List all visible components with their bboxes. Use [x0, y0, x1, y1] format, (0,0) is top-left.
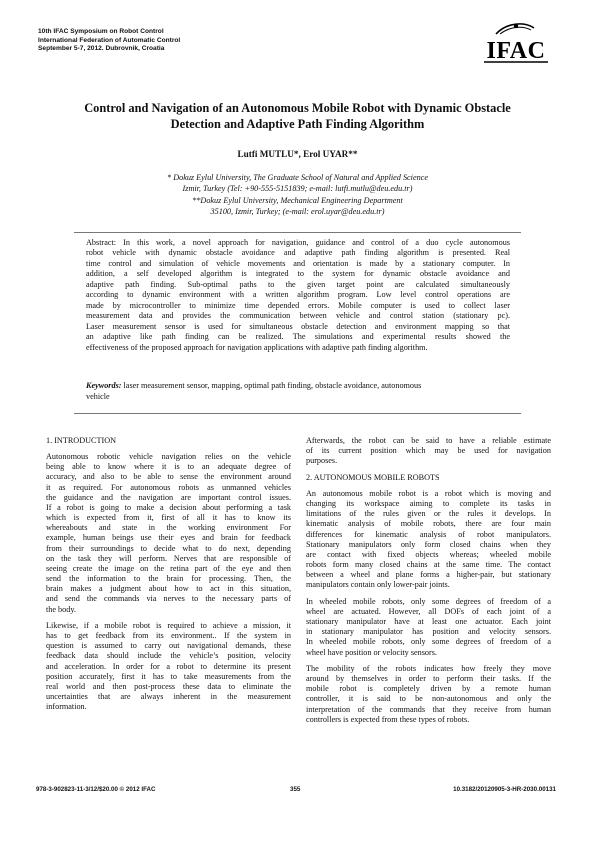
text-line: robots form many closed chains at the same time. The contact [306, 560, 551, 570]
paragraph [306, 489, 551, 591]
text-line: send the information to the brain for processing. Then, the [46, 574, 291, 584]
text-line: controllers is expected from these types of robots. [306, 714, 470, 724]
abstract-bottom-rule [74, 413, 521, 414]
text-line: The mobility of the robots indicates how freely they move [306, 664, 551, 674]
text-line: Afterwards, the robot can be said to have a reliable estimate [306, 436, 551, 445]
text-line: around by themselves in order to perform their tasks. If the [306, 674, 551, 684]
text-line: which is expected from it, first of all it has to know its [46, 513, 291, 523]
text-line: on the task they will perform. Nerves that are responsible of [46, 553, 291, 563]
paper-title [30, 100, 565, 132]
paper-title-line: Control and Navigation of an Autonomous Mobile Robot with Dynamic Obstacle [84, 101, 511, 115]
text-line: Stationary manipulators only form closed chains when they [306, 539, 551, 549]
keywords [86, 381, 510, 402]
footer-doi: 10.3182/20120905-3-HR-2030.00131 [453, 786, 556, 793]
affiliation-line: Izmir, Turkey (Tel: +90-555-5151839; e-mail: lutfi.mutlu@deu.edu.tr) [182, 184, 413, 194]
text-line: mobile robot is completely driven by a remote human [306, 684, 551, 694]
text-line: being able to know where it is to an adequate degree of [46, 462, 291, 472]
abstract-line: made by microcontroller to minimize time depended errors. Mobile computer is used to collect laser [86, 300, 510, 310]
text-line: has to get feedback from its environment.. If the system in [46, 631, 291, 641]
paragraph [306, 664, 551, 725]
ifac-logo-text: IFAC [486, 38, 546, 64]
text-line: controller, it is said to be non-autonomous and only the [306, 694, 551, 704]
footer-isbn: 978-3-902823-11-3/12/$20.00 © 2012 IFAC [36, 786, 156, 793]
paper-title-line: Detection and Adaptive Path Finding Algorithm [170, 117, 425, 131]
text-line: In wheeled mobile robots, only some degrees of freedom of a [306, 637, 551, 647]
abstract-line: Abstract: In this work, a novel approach for navigation, guidance and control of a duo cycle autonomous [86, 238, 510, 247]
text-line: changing its workspace aiming to complete its tasks in [306, 499, 551, 509]
affiliation-line: 35100, Izmir, Turkey; (e-mail: erol.uyar@deu.edu.tr) [210, 206, 385, 216]
conference-header-line: International Federation of Automatic Control [38, 36, 181, 44]
paragraph [306, 436, 551, 466]
text-line: An autonomous mobile robot is a robot which is moving and [306, 488, 551, 498]
keywords-text: laser measurement sensor, mapping, optimal path finding, obstacle avoidance, autonomous [121, 381, 422, 390]
abstract-line: effectiveness of the proposed approach for navigation applications with adaptive path finding algorithm. [86, 342, 428, 352]
text-line: and acceleration. In order for a robot to determine its present [46, 661, 291, 671]
text-line: interpretation of the commands that they receive from human [306, 704, 551, 714]
section-heading-autonomous-mobile-robots: 2. AUTONOMOUS MOBILE ROBOTS [306, 472, 440, 482]
section-heading-introduction: 1. INTRODUCTION [46, 436, 117, 445]
text-line: question is assumed to carry out navigational demands, these [46, 641, 291, 651]
paragraph [46, 452, 291, 615]
text-line: between a wheel and plane forms a higher-pair, but stationary [306, 570, 551, 580]
text-line: kinematic analysis of mobile robots, there are four main [306, 519, 551, 529]
abstract-top-rule [74, 232, 521, 233]
author-affiliations [30, 172, 565, 217]
abstract-line: according to dynamic environment with a written algorithm program. Low level control operations are [86, 290, 510, 300]
text-line: the body. [46, 604, 76, 614]
text-line: wheel have position or velocity sensors. [306, 647, 437, 657]
text-line: position accurately, first it has to take measurements from the [46, 671, 291, 681]
text-line: and send the commands via nerves to the necessary parts of [46, 594, 291, 604]
keywords-line [86, 381, 510, 392]
text-line: are contact with fixed objects whereas; wheeled mobile [306, 549, 551, 559]
left-column [46, 436, 291, 719]
conference-header [38, 28, 338, 54]
text-line: Likewise, if a mobile robot is required to achieve a mission, it [46, 620, 291, 630]
ifac-logo [476, 20, 556, 66]
abstract-line: adaptive path finding. Sub-optimal paths to the given target point are calculated simultaneously [86, 279, 510, 289]
conference-header-line: September 5-7, 2012. Dubrovnik, Croatia [38, 45, 165, 53]
text-line: information. [46, 702, 87, 712]
text-line: accuracy, and also to be able to sense the environment around [46, 472, 291, 482]
text-line: differences for kinematic analysis of robot manipulators. [306, 529, 551, 539]
abstract-line: addition, a self developed algorithm is integrated to the system for dynamic obstacle avoidance and [86, 269, 510, 279]
text-line: If a robot is going to make a decision about performing a task [46, 502, 291, 512]
text-line: example, human beings use their eyes and brain for feedback [46, 533, 291, 543]
page-footer [36, 786, 556, 796]
abstract-line: measurement data and provides the communication between vehicle and control station (stationary pc). [86, 311, 510, 321]
abstract-line: robot vehicle with dynamic obstacle avoidance and adaptive path finding algorithm is presented. Real [86, 248, 510, 258]
text-line: Autonomous robotic vehicle navigation relies on the vehicle [46, 452, 291, 462]
abstract-line: time control and simulation of vehicle movements and orientation is made by a stationary computer. In [86, 258, 510, 268]
text-line: seeing create the image on the retina part of the eye and then [46, 563, 291, 573]
text-line: In wheeled mobile robots, only some degrees of freedom of a [306, 596, 551, 606]
text-line: in stationary manipulator has position and velocity sensors. [306, 627, 551, 637]
text-line: it as required. For autonomous robots as unmanned vehicles [46, 482, 291, 492]
abstract [86, 238, 510, 353]
affiliation-line: * Dokuz Eylul University, The Graduate School of Natural and Applied Science [167, 173, 428, 182]
text-line: limitations of the rules given or the rules it develops. In [306, 509, 551, 519]
keywords-label: Keywords: [86, 381, 122, 390]
page-number: 355 [290, 786, 301, 793]
paper-authors: Lutfi MUTLU*, Erol UYAR** [237, 149, 358, 159]
text-line: stationary manipulator have at least one actuator. Each joint [306, 617, 551, 627]
keywords-line: vehicle [86, 391, 110, 401]
text-line: brain makes a judgment about how to act in this situation, [46, 584, 291, 594]
text-line: feedback data should include the vehicle’s position, velocity [46, 651, 291, 661]
affiliation-line: **Dokuz Eylul University, Mechanical Engineering Department [192, 195, 403, 205]
text-line: from their surroundings to decide what to do next, depending [46, 543, 291, 553]
paragraph [306, 597, 551, 658]
text-line: wheel are actuated. However, all DOFs of each joint of a [306, 606, 551, 616]
paragraph [46, 621, 291, 712]
text-line: the guidance and the navigation are important control issues. [46, 492, 291, 502]
conference-header-line: 10th IFAC Symposium on Robot Control [38, 28, 164, 35]
text-line: purposes. [306, 456, 338, 466]
abstract-line: Laser measurement sensor is used for simultaneous obstacle detection and environment mapping so that [86, 321, 510, 331]
text-line: manipulators contain only lower-pair joints. [306, 580, 450, 590]
right-column [306, 436, 551, 731]
text-line: uncertainties that are always inherent in the measurement [46, 692, 291, 702]
text-line: real world and then post-process these data to eliminate the [46, 681, 291, 691]
text-line: whereabouts and state in the working environment For [46, 523, 291, 533]
abstract-line: an adaptive like path finding can be realized. The simulations and experimental results showed the [86, 332, 510, 342]
text-line: of its current position which may be used for navigation [306, 446, 551, 456]
